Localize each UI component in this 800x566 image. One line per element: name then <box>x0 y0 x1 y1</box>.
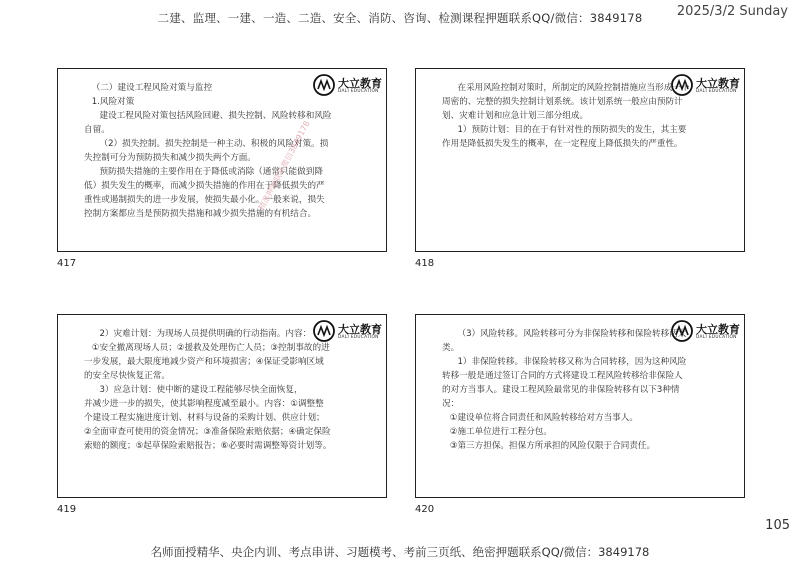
slide-paragraph: （2）损失控制。损失控制是一种主动、积极的风险对策。损失控制可分为预防损失和减少损失两个方面。 <box>84 139 329 163</box>
header-date: 2025/3/2 Sunday <box>676 4 788 19</box>
slide-body <box>442 327 690 453</box>
slide-paragraph: 1）非保险转移。非保险转移又称为合同转移，因为这种风险转移一般是通过签订合同的方式将建设工程风险转移给非保险人的对方当事人。建设工程风险最常见的非保险转移有以下3种情况： <box>442 357 687 409</box>
slide-paragraph: 并减少进一步的损失，使其影响程度减至最小。内容：①调整整个建设工程实施进度计划、材料与设备的采购计划、供应计划；②全面审查可使用的资金情况；③准备保险索赔依据；④确定保险索赔的额度；⑤起草保险索赔报告；⑥必要时需调整筹资计划等。 <box>84 399 332 451</box>
slide-label-419: 419 <box>57 504 77 515</box>
page-number: 105 <box>765 518 790 533</box>
logo-name-en: DALI EDUCATION <box>338 335 379 340</box>
slide-body <box>442 81 690 151</box>
slide-paragraph: 建设工程风险对策包括风险回避、损失控制、风险转移和风险自留。 <box>84 111 332 135</box>
slide-list-item: ③第三方担保。担保方所承担的风险仅限于合同责任。 <box>449 441 656 451</box>
watermark-text: 精准押题联系微信3849178 <box>256 119 312 212</box>
logo-name-cn: 大立教育 <box>696 77 740 90</box>
logo-name-cn: 大立教育 <box>696 323 740 336</box>
slide-418 <box>415 68 745 252</box>
logo-name-en: DALI EDUCATION <box>696 89 737 94</box>
slide-paragraph: 预防损失措施的主要作用在于降低或消除（通常只能做到降低）损失发生的概率，而减少损失措施的作用在于降低损失的严重性或遏制损失的进一步发展，使损失最小化。一般来说，损失控制方案都应当是预防损失措施和减少损失措施的有机结合。 <box>84 167 325 219</box>
slide-paragraph: ①安全撤离现场人员；②援救及处理伤亡人员；③控制事故的进一步发展，最大限度地减少资产和环境损害；④保证受影响区域的安全尽快恢复正常。 <box>84 343 330 381</box>
slide-paragraph: 在采用风险控制对策时，所制定的风险控制措施应当形成一个周密的、完整的损失控制计划系统。该计划系统一般应由预防计划、灾难计划和应急计划三部分组成。 <box>442 83 690 121</box>
slide-paragraph: （3）风险转移。风险转移可分为非保险转移和保险转移两大类。 <box>442 329 687 353</box>
logo-name-en: DALI EDUCATION <box>696 335 737 340</box>
slide-label-417: 417 <box>57 258 77 269</box>
slide-list-item: ①建设单位将合同责任和风险转移给对方当事人。 <box>449 413 638 423</box>
slide-label-418: 418 <box>415 258 435 269</box>
logo-name-en: DALI EDUCATION <box>338 89 379 94</box>
slide-heading: （二）建设工程风险对策与监控 <box>91 83 213 93</box>
logo-name-cn: 大立教育 <box>338 77 382 90</box>
slide-subheading: 1.风险对策 <box>91 97 135 107</box>
slide-paragraph: 3）应急计划：使中断的建设工程能够尽快全面恢复， <box>99 385 303 395</box>
header-banner: 二建、监理、一建、一造、二造、安全、消防、咨询、检测课程押题联系QQ/微信：3849178 <box>157 11 643 25</box>
slide-label-420: 420 <box>415 504 435 515</box>
footer-banner: 名师面授精华、央企内训、考点串讲、习题模考、考前三页纸、绝密押题联系QQ/微信：3849178 <box>150 545 650 559</box>
logo-name-cn: 大立教育 <box>338 323 382 336</box>
slide-body <box>84 327 332 453</box>
slide-list-item: ②施工单位进行工程分包。 <box>449 427 552 437</box>
slide-417 <box>57 68 387 252</box>
slide-paragraph: 2）灾难计划：为现场人员提供明确的行动指南。内容： <box>99 329 312 339</box>
slide-paragraph: 1）预防计划：目的在于有针对性的预防损失的发生，其主要作用是降低损失发生的概率，在一定程度上降低损失的严重性。 <box>442 125 687 149</box>
slide-420 <box>415 314 745 498</box>
slide-419 <box>57 314 387 498</box>
